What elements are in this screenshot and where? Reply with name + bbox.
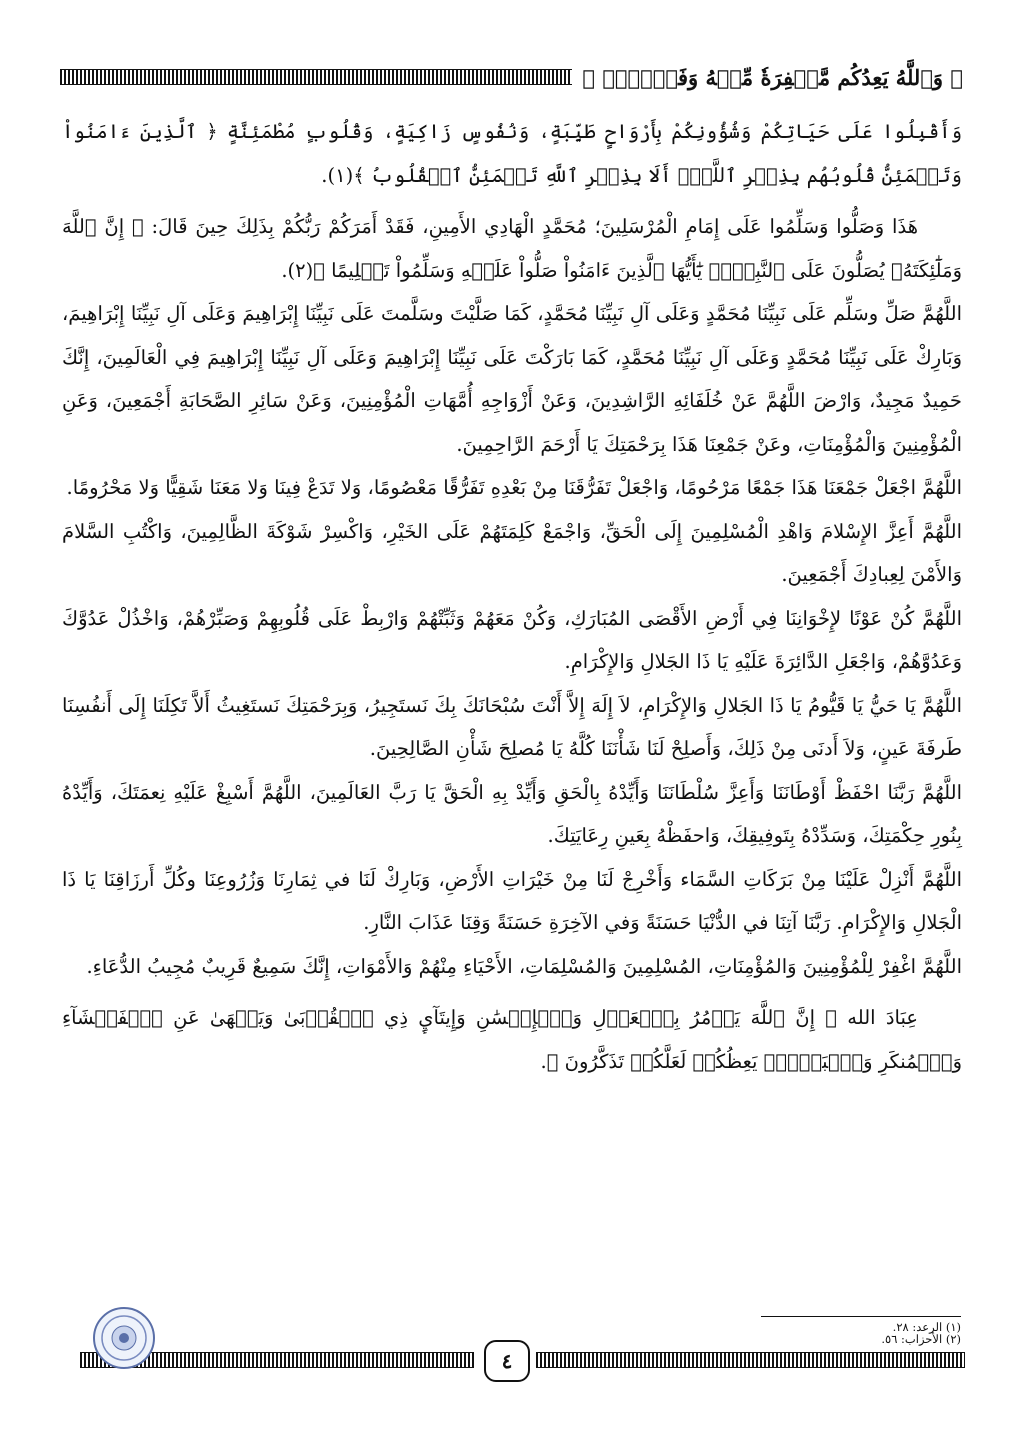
header-verse: ﴿ وَٱللَّهُ يَعِدُكُم مَّغۡفِرَةٗ مِّنۡهُ وَفَضۡلٗاۗ ﴾ <box>582 64 963 90</box>
paragraph-dua-aqsa: اللَّهُمَّ كُنْ عَوْنًا لإِخْوَانِنَا فِي أَرْضِ الأَقْصَى المُبَارَكِ، وَكُنْ مَعَهُمْ وَثَبِّتْهُمْ وَارْبِطْ عَلَى قُلُوبِهِمْ وَصَبِّرْهُمْ، وَاخْذُلْ عَدُوَّكَ وَعَدُوَّهُمْ، وَاجْعَلِ الدَّائِرَةَ عَلَيْهِ يَا ذَا الجَلالِ وَالإِكْرَامِ. <box>62 606 962 673</box>
paragraph-dua-forgiveness: اللَّهُمَّ اغْفِرْ لِلْمُؤْمِنِينَ وَالمُؤْمِنَاتِ، المُسْلِمِينَ وَالمُسْلِمَاتِ، الأَحْيَاءِ مِنْهُمْ وَالأَمْوَاتِ، إِنَّكَ سَمِيعٌ قَرِيبٌ مُجِيبُ الدُّعَاءِ. <box>86 954 962 978</box>
paragraph-dua-blessings: اللَّهُمَّ أَنْزِلْ عَلَيْنَا مِنْ بَرَكَاتِ السَّمَاء وَأَخْرِجْ لَنَا مِنْ خَيْرَاتِ الأَرْضِ، وَبَارِكْ لَنَا في ثِمَارِنَا وَزُرُوعِنَا وكُلِّ أَرزَاقِنَا يَا ذَا الْجَلالِ وَالإِكْرَامِ. رَبَّنَا آتِنَا في الدُّنْيَا حَسَنَةً وَفي الآخِرَةِ حَسَنَةً وَقِنَا عَذَابَ النَّارِ. <box>62 867 962 934</box>
footnote-rule <box>761 1316 961 1317</box>
paragraph-salawat-command: هَذَا وَصَلُّوا وَسَلِّمُوا عَلَى إِمَامِ الْمُرْسَلِينَ؛ مُحَمَّدٍ الْهَادِي الأَمِينِ، فَقَدْ أَمَرَكُمْ رَبُّكُمْ بِذَلِكَ حِينَ قَالَ: ﴿ إِنَّ ٱللَّهَ وَمَلَٰٓئِكَتَهُۥ يُصَلُّونَ عَلَى ٱلنَّبِيِّۚ يَٰٓأَيُّهَا ٱلَّذِينَ ءَامَنُواْ صَلُّواْ عَلَيۡهِ وَسَلِّمُواْ تَسۡلِيمًا ﴾(٢). <box>62 215 962 282</box>
circular-seal-icon <box>92 1306 156 1370</box>
footnote-1: (١) الرعد: ٢٨. <box>892 1320 961 1334</box>
paragraph-dua-hayy: اللَّهُمَّ يَا حَيُّ يَا قَيُّومُ يَا ذَا الجَلالِ وَالإِكْرَامِ، لاَ إِلَهَ إِلاَّ أَنْتَ سُبْحَانَكَ بِكَ نَستَجِيرُ، وَبِرَحْمَتِكَ نَستَغِيثُ أَلاَّ تَكِلَنَا إِلَى أَنفُسِنَا طَرفَةَ عَينٍ، وَلاَ أَدنَى مِنْ ذَلِكَ، وَأَصلِحْ لَنَا شَأْنَنَا كُلَّهُ يَا مُصلِحَ شَأْنِ الصَّالِحِينَ. <box>62 693 962 760</box>
footnote-2: (٢) الأحزاب: ٥٦. <box>881 1332 961 1346</box>
paragraph-salawat: اللَّهُمَّ صَلِّ وسَلِّم عَلَى نَبِيِّنَا مُحَمَّدٍ وَعَلَى آلِ نَبِيِّنَا مُحَمَّدٍ، كَمَا صَلَّيْتَ وسَلَّمتَ عَلَى نَبِيِّنَا إِبْرَاهِيمَ وَعَلَى آلِ نَبِيِّنَا إِبْرَاهِيمَ، وَبَارِكْ عَلَى نَبِيِّنَا مُحَمَّدٍ وَعَلَى آلِ نَبِيِّنَا مُحَمَّدٍ، كَمَا بَارَكْتَ عَلَى نَبِيِّنَا إِبْرَاهِيمَ وَعَلَى آلِ نَبِيِّنَا إِبْرَاهِيمَ فِي الْعَالَمِينَ، إِنَّكَ حَمِيدٌ مَجِيدٌ، وَارْضَ اللَّهُمَّ عَنْ خُلَفَائِهِ الرَّاشِدِينَ، وَعَنْ أَزْوَاجِهِ أُمَّهَاتِ الْمُؤْمِنِينَ، وَعَنْ سَائِرِ الصَّحَابَةِ أَجْمَعِينَ، وَعَنِ الْمُؤْمِنِينَ وَالْمُؤْمِنَاتِ، وعَنْ جَمْعِنَا هَذَا بِرَحْمَتِكَ يَا أَرْحَمَ الرَّاحِمِينَ. <box>62 302 962 456</box>
paragraph-dua-islam: اللَّهُمَّ أَعِزَّ الإِسْلامَ وَاهْدِ الْمُسْلِمِينَ إِلَى الْحَقِّ، وَاجْمَعْ كَلِمَتَهُمْ عَلَى الخَيْرِ، وَاكْسِرْ شَوْكَةَ الظَّالِمِينَ، وَاكْتُبِ السَّلامَ وَالأَمْنَ لِعِبادِكَ أَجْمَعِينَ. <box>62 519 962 586</box>
header-ornament <box>60 69 572 85</box>
paragraph-intro: وَأَقْبِلُوا عَلَى حَيَاتِكُمْ وَشُؤُونِكُمْ بِأَرْوَاحٍ طَيِّبَةٍ، وَنُفُوسٍ زَاكِيَةٍ، وَقُلُوبٍ مُطْمَئِنَّةٍ ﴿ ٱلَّذِينَ ءَامَنُواْ وَتَطۡمَئِنُّ قُلُوبُهُم بِذِكۡرِ ٱللَّهِۗ أَلَا بِذِكۡرِ ٱللَّهِ تَطۡمَئِنُّ ٱلۡقُلُوبُ ﴾(١). <box>62 120 962 187</box>
footnotes <box>881 1321 961 1345</box>
header <box>60 60 963 94</box>
main-text <box>62 110 962 1083</box>
page-number: ٤ <box>484 1340 530 1382</box>
paragraph-closing: عِبَادَ الله ﴿ إِنَّ ٱللَّهَ يَأۡمُرُ بِٱلۡعَدۡلِ وَٱلۡإِحۡسَٰنِ وَإِيتَآيِٕ ذِي ٱلۡقُرۡبَىٰ وَيَنۡهَىٰ عَنِ ٱلۡفَحۡشَآءِ وَٱلۡمُنكَرِ وَٱلۡبَغۡيِۚ يَعِظُكُمۡ لَعَلَّكُمۡ تَذَكَّرُونَ ﴾. <box>62 1006 962 1073</box>
paragraph-dua-homeland: اللَّهُمَّ رَبَّنَا احْفَظْ أَوْطَانَنَا وَأَعِزَّ سُلْطَانَنَا وَأَيِّدْهُ بِالْحَقِ وَأَيِّدْ بِهِ الْحَقَّ يَا رَبَّ العَالَمِينَ، اللَّهُمَّ أَسْبِغْ عَلَيْهِ نِعمَتَكَ، وَأَيِّدْهُ بِنُورِ حِكْمَتِكَ، وَسَدِّدْهُ بِتَوفِيقِكَ، وَاحفَظْهُ بِعَينِ رِعَايَتِكَ. <box>62 780 962 847</box>
paragraph-dua-gathering: اللَّهُمَّ اجْعَلْ جَمْعَنَا هَذَا جَمْعًا مَرْحُومًا، وَاجْعَلْ تَفَرُّقَنَا مِنْ بَعْدِهِ تَفَرُّقًا مَعْصُومًا، وَلا تَدَعْ فِينَا وَلا مَعَنَا شَقِيًّا وَلا مَحْرُومًا. <box>66 476 962 499</box>
